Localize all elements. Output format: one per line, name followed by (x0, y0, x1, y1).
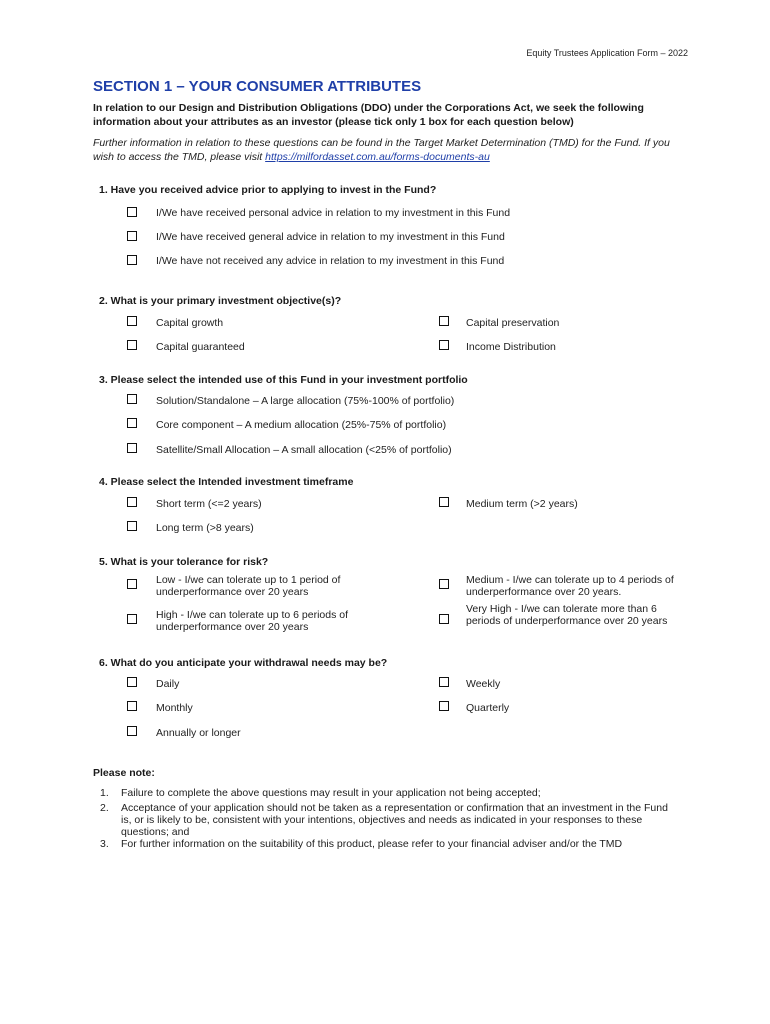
note-title: Please note: (93, 767, 155, 779)
q5-low-label: Low - I/we can tolerate up to 1 period of underperformance over 20 years (156, 574, 341, 598)
q6-annually-label: Annually or longer (156, 727, 241, 739)
q6-weekly-label: Weekly (466, 678, 501, 690)
q5-high-checkbox[interactable] (127, 614, 137, 624)
q4-short-term-checkbox[interactable] (127, 497, 137, 507)
question-5-label: 5. What is your tolerance for risk? (99, 556, 269, 568)
q5-low-checkbox[interactable] (127, 579, 137, 589)
q6-quarterly-checkbox[interactable] (439, 701, 449, 711)
q1-option-2-checkbox[interactable] (127, 231, 137, 241)
q4-long-term-checkbox[interactable] (127, 521, 137, 531)
q2-income-distribution-label: Income Distribution (466, 341, 556, 353)
question-4-label: 4. Please select the Intended investment timeframe (99, 476, 354, 488)
q4-medium-term-checkbox[interactable] (439, 497, 449, 507)
section-title: SECTION 1 – YOUR CONSUMER ATTRIBUTES (93, 78, 422, 95)
question-3-label: 3. Please select the intended use of this Fund in your investment portfolio (99, 374, 468, 386)
q5-high-label: High - I/we can tolerate up to 6 periods of underperformance over 20 years (156, 609, 349, 633)
q6-daily-checkbox[interactable] (127, 677, 137, 687)
q2-capital-growth-label: Capital growth (156, 317, 224, 329)
q3-option-2-checkbox[interactable] (127, 418, 137, 428)
further-info-text: Further information in relation to these questions can be found in the Target Market Determination (TMD) for the Fund. If you wish to access the TMD, please visit (93, 137, 670, 163)
q2-capital-guaranteed-checkbox[interactable] (127, 340, 137, 350)
note-item (100, 838, 680, 850)
note-text: For further information on the suitability of this product, please refer to your financial adviser and/or the TMD (121, 838, 623, 850)
note-list (100, 787, 680, 850)
note-number: 1. (100, 787, 109, 799)
q4-short-term-label: Short term (<=2 years) (156, 498, 262, 510)
q6-monthly-label: Monthly (156, 702, 193, 714)
tmd-link[interactable]: https://milfordasset.com.au/forms-documents-au (265, 151, 490, 163)
q2-capital-preservation-label: Capital preservation (466, 317, 560, 329)
q1-option-3-checkbox[interactable] (127, 255, 137, 265)
q2-capital-growth-checkbox[interactable] (127, 316, 137, 326)
q4-long-term-label: Long term (>8 years) (156, 522, 254, 534)
question-1-label: 1. Have you received advice prior to applying to invest in the Fund? (99, 184, 437, 196)
note-number: 3. (100, 838, 109, 850)
question-6-label: 6. What do you anticipate your withdrawal needs may be? (99, 657, 388, 669)
q5-very-high-label: Very High - I/we can tolerate more than 6 periods of underperformance over 20 years (466, 603, 668, 627)
q2-capital-guaranteed-label: Capital guaranteed (156, 341, 245, 353)
q6-daily-label: Daily (156, 678, 180, 690)
q3-option-2-label: Core component – A medium allocation (25%-75% of portfolio) (156, 419, 447, 431)
further-info (93, 136, 693, 164)
q2-income-distribution-checkbox[interactable] (439, 340, 449, 350)
q1-option-2-label: I/We have received general advice in relation to my investment in this Fund (156, 231, 505, 243)
note-item (100, 787, 680, 799)
q1-option-1-checkbox[interactable] (127, 207, 137, 217)
form-header-title: Equity Trustees Application Form – 2022 (526, 48, 688, 58)
note-text: Failure to complete the above questions may result in your application not being accepted; (121, 787, 541, 799)
q3-option-3-label: Satellite/Small Allocation – A small allocation (<25% of portfolio) (156, 444, 452, 456)
note-text: Acceptance of your application should not be taken as a representation or confirmation that an investment in the Fund is, or is likely to be, consistent with your intentions, objectives and needs as indicated in your responses to these questions; and (121, 802, 668, 838)
q6-monthly-checkbox[interactable] (127, 701, 137, 711)
q5-medium-checkbox[interactable] (439, 579, 449, 589)
q5-very-high-checkbox[interactable] (439, 614, 449, 624)
q2-capital-preservation-checkbox[interactable] (439, 316, 449, 326)
note-item (100, 802, 680, 838)
q5-medium-label: Medium - I/we can tolerate up to 4 periods of underperformance over 20 years. (466, 574, 674, 598)
q6-quarterly-label: Quarterly (466, 702, 510, 714)
q3-option-3-checkbox[interactable] (127, 443, 137, 453)
q6-annually-checkbox[interactable] (127, 726, 137, 736)
q6-weekly-checkbox[interactable] (439, 677, 449, 687)
q3-option-1-checkbox[interactable] (127, 394, 137, 404)
q1-option-3-label: I/We have not received any advice in relation to my investment in this Fund (156, 255, 505, 267)
q1-option-1-label: I/We have received personal advice in relation to my investment in this Fund (156, 207, 511, 219)
q3-option-1-label: Solution/Standalone – A large allocation (75%-100% of portfolio) (156, 395, 455, 407)
question-2-label: 2. What is your primary investment objective(s)? (99, 295, 342, 307)
q4-medium-term-label: Medium term (>2 years) (466, 498, 578, 510)
section-intro: In relation to our Design and Distribution Obligations (DDO) under the Corporations Act, we seek the following information about your attributes as an investor (please tick only 1 box for each question below) (93, 102, 644, 128)
note-number: 2. (100, 802, 109, 814)
